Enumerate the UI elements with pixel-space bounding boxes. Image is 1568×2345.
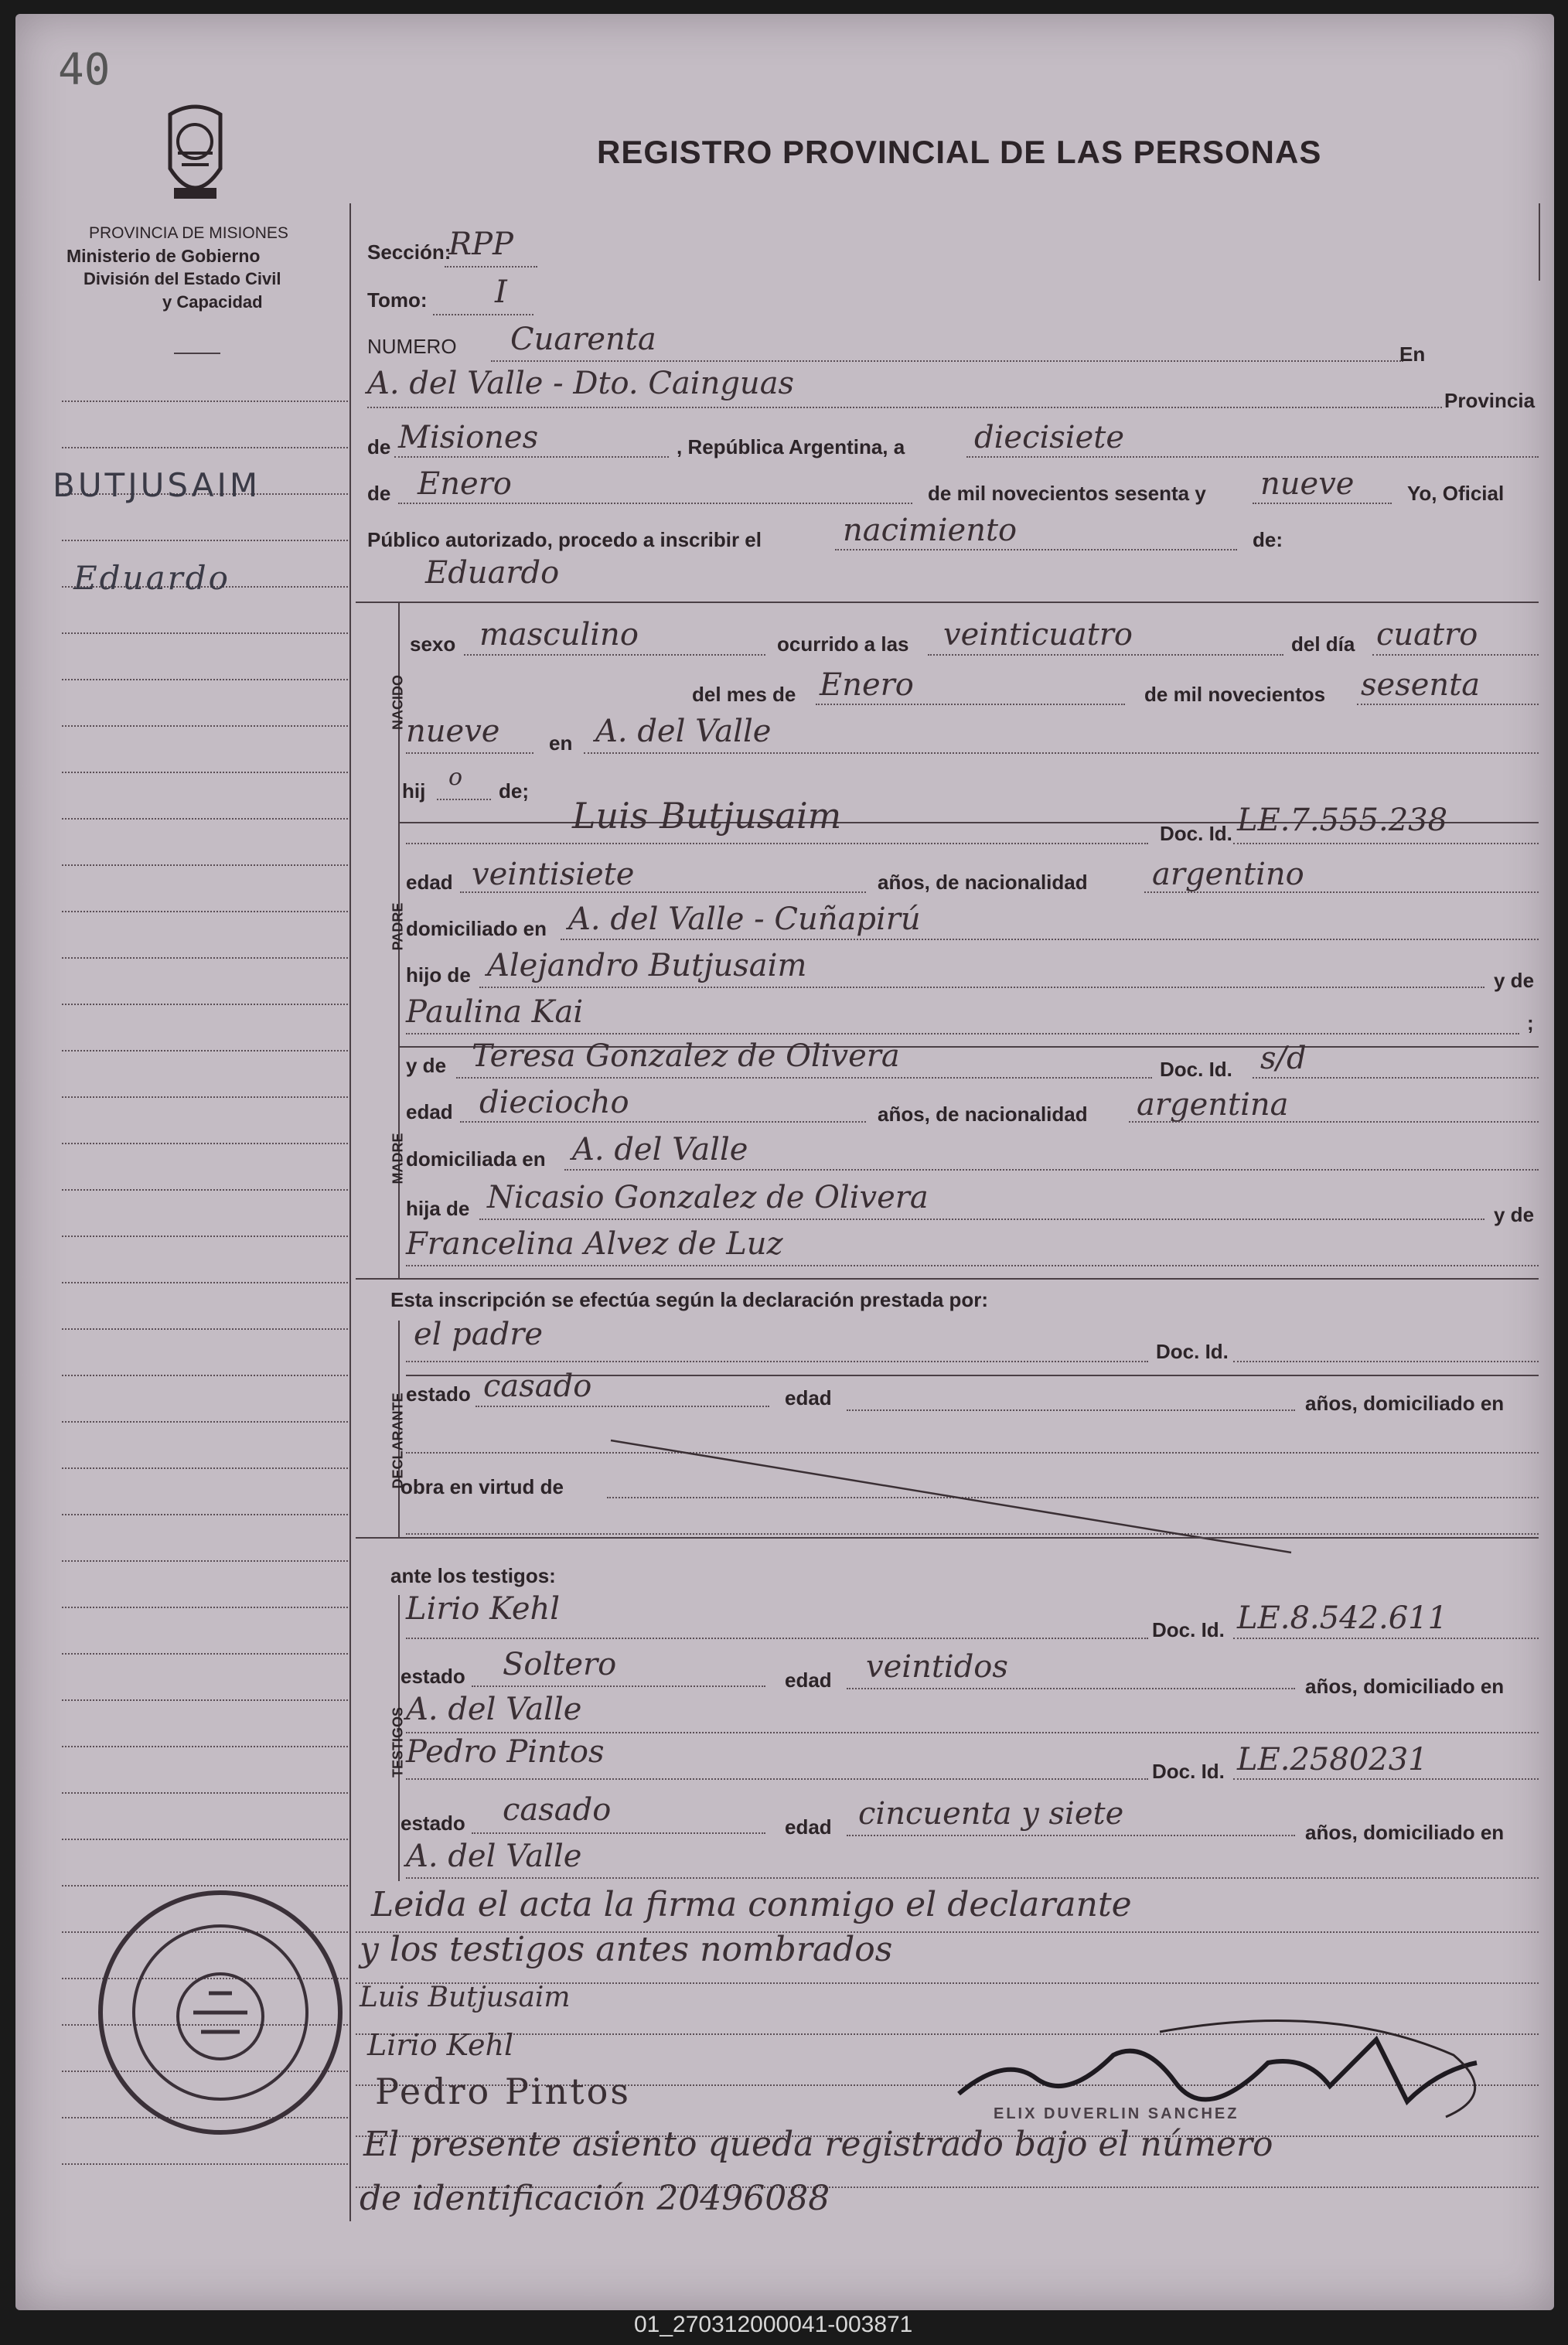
register-page [15,14,1554,2310]
madre-dom-label: domiciliada en [406,1147,546,1171]
closing-line-2: y los testigos antes nombrados [360,1930,893,1969]
margin-rule [62,447,348,448]
declarante-estado-label: estado [406,1382,471,1406]
testigo2-edad: cincuenta y siete [858,1796,1124,1832]
de-semicolon-label: de; [499,779,529,803]
padre-madre-de: Paulina Kai [406,994,584,1030]
margin-rule [62,1282,348,1283]
org-line-4: y Capacidad [162,292,263,312]
testigos-intro: ante los testigos: [390,1564,556,1587]
declarante-doc-label: Doc. Id. [1156,1340,1229,1363]
publico-label: Público autorizado, procedo a inscribir el [367,528,762,551]
margin-rule [62,1050,348,1052]
margin-rule [62,725,348,727]
margin-rule [62,679,348,680]
margin-rule [62,1746,348,1747]
officer-stamp: ELIX DUVERLIN SANCHEZ [994,2105,1239,2122]
margin-rule [62,1096,348,1098]
padre-edad-label: edad [406,871,453,894]
madre-hija-label: hija de [406,1197,470,1220]
margin-rule [62,818,348,820]
testigo1-doc-label: Doc. Id. [1152,1618,1225,1641]
sexo-label: sexo [410,632,456,656]
footer-file-id: 01_270312000041-003871 [634,2312,913,2337]
margin-rule [62,1236,348,1237]
testigo1-anios-label: años, domiciliado en [1305,1675,1505,1698]
padre-domicilio: A. del Valle - Cuñapirú [568,902,921,937]
testigo2-edad-label: edad [785,1815,832,1839]
official-seal [93,1885,348,2140]
margin-rule [62,1189,348,1191]
page-title: REGISTRO PROVINCIAL DE LAS PERSONAS [597,134,1322,170]
anio-nac-b: nueve [406,714,500,749]
testigo1-domicilio: A. del Valle [406,1692,582,1727]
numero-label: NUMERO [367,335,457,358]
margin-rule [62,632,348,634]
del-mes-label: del mes de [692,683,796,706]
testigo1-nombre: Lirio Kehl [406,1591,561,1627]
testigo1-estado: Soltero [503,1647,617,1682]
note-line-1: El presente asiento queda registrado bajo el número [363,2125,1273,2164]
padre-hijo-de: Alejandro Butjusaim [487,948,807,983]
madre-edad: dieciocho [479,1085,629,1120]
hora-value: veinticuatro [943,617,1133,653]
declarante-obra-label: obra en virtud de [401,1475,564,1498]
ocurrido-label: ocurrido a las [777,632,909,656]
madre-hija-de: Nicasio Gonzalez de Olivera [487,1180,929,1215]
margin-rule [62,1421,348,1423]
yo-oficial-label: Yo, Oficial [1407,482,1505,505]
testigo2-nombre: Pedro Pintos [406,1734,605,1770]
testigo1-estado-label: estado [401,1665,465,1688]
declarante-nombre: el padre [414,1317,544,1352]
margin-surname: BUTJUSAIM [53,466,261,504]
margin-rule [62,1375,348,1376]
declarante-edad-label: edad [785,1386,832,1409]
madre-nac-label: años, de nacionalidad [878,1103,1088,1126]
margin-rule [62,1328,348,1330]
margin-rule [62,957,348,959]
nombre-inscripto: Eduardo [425,555,560,591]
anio-nac-a: sesenta [1361,667,1481,703]
republica-label: , República Argentina, a [677,435,905,458]
testigo2-anios-label: años, domiciliado en [1305,1821,1505,1844]
margin-rule [62,911,348,912]
margin-rule [62,1467,348,1469]
padre-nombre: Luis Butjusaim [572,795,842,837]
margin-rule [62,1699,348,1701]
nacido-side-label: NACIDO [390,675,406,730]
madre-domicilio: A. del Valle [572,1132,748,1167]
madre-nombre: Teresa Gonzalez de Olivera [472,1038,900,1074]
org-line-2: Ministerio de Gobierno [66,246,261,266]
margin-rule [62,1653,348,1655]
margin-rule [62,1607,348,1608]
fecha-dia: diecisiete [974,420,1125,455]
margin-rule [62,1514,348,1515]
padre-doc-label: Doc. Id. [1160,822,1232,845]
margin-rule [62,864,348,866]
hij-suffix: o [448,764,463,791]
padre-edad: veintisiete [472,857,635,892]
padre-y-de-label: y de [1494,969,1535,992]
sexo-value: masculino [479,617,639,653]
acto-value: nacimiento [843,513,1017,548]
margin-rule [62,772,348,773]
padre-nac-label: años, de nacionalidad [878,871,1088,894]
signature-1: Luis Butjusaim [360,1982,571,2013]
madre-doc: s/d [1260,1041,1307,1076]
tomo-value: I [495,274,507,310]
testigos-side-label: TESTIGOS [390,1707,406,1778]
padre-side-label: PADRE [390,902,406,951]
tomo-label: Tomo: [367,288,428,312]
padre-semicolon: ; [1527,1011,1534,1034]
testigo2-domicilio: A. del Valle [406,1839,582,1874]
lugar-value: A. del Valle - Dto. Cainguas [367,366,795,401]
mil-label: de mil novecientos sesenta y [928,482,1206,505]
madre-edad-label: edad [406,1100,453,1123]
en-label: En [1399,343,1426,366]
declarante-estado: casado [483,1368,592,1404]
fecha-anio: nueve [1260,466,1355,502]
padre-dom-label: domiciliado en [406,917,547,940]
lugar-nac-value: A. del Valle [595,714,772,749]
testigo1-doc: LE.8.542.611 [1237,1600,1448,1636]
madre-nacionalidad: argentina [1137,1087,1289,1123]
madre-madre-de: Francelina Alvez de Luz [406,1226,783,1262]
numero-value: Cuarenta [510,322,656,357]
testigo2-doc: LE.2580231 [1237,1742,1428,1777]
seccion-label: Sección: [367,240,452,264]
margin-rule [62,1143,348,1144]
declaracion-intro: Esta inscripción se efectúa según la declaración prestada por: [390,1288,989,1311]
madre-y-de-label: y de [406,1054,447,1077]
padre-doc: LE.7.555.238 [1237,803,1448,838]
margin-rule [62,400,348,402]
dia-value: cuatro [1376,617,1478,653]
testigo2-estado-label: estado [401,1812,465,1835]
padre-nacionalidad: argentino [1152,857,1304,892]
testigo1-edad: veintidos [866,1649,1008,1685]
mes-nac-value: Enero [820,667,914,703]
org-line-1: PROVINCIA DE MISIONES [89,224,288,242]
seccion-value: RPP [448,227,513,262]
madre-y-de2-label: y de [1494,1203,1535,1226]
closing-line-1: Leida el acta la firma conmigo el declarante [371,1885,1132,1924]
testigo1-edad-label: edad [785,1668,832,1692]
de-colon-label: de: [1253,528,1283,551]
margin-rule [62,540,348,541]
testigo2-estado: casado [503,1792,612,1828]
coat-of-arms-icon [159,99,232,215]
declarante-anios-label: años, domiciliado en [1305,1392,1505,1415]
declarante-side-label: DECLARANTE [390,1392,406,1489]
note-line-2: de identificación 20496088 [360,2179,830,2218]
testigo2-doc-label: Doc. Id. [1152,1760,1225,1783]
en-nac-label: en [549,731,573,755]
signature-3: Pedro Pintos [375,2071,631,2112]
mil-nac-label: de mil novecientos [1144,683,1326,706]
hij-label: hij [402,779,426,803]
margin-rule [62,1792,348,1794]
signature-2: Lirio Kehl [367,2028,514,2062]
fecha-mes: Enero [418,466,512,502]
margin-rule [62,2163,348,2165]
madre-doc-label: Doc. Id. [1160,1058,1232,1081]
margin-given-name: Eduardo [73,559,230,597]
del-dia-label: del día [1291,632,1355,656]
de-label: de [367,435,391,458]
org-line-3: División del Estado Civil [84,269,281,288]
margin-rule [62,1839,348,1840]
page-number: 40 [58,45,111,95]
madre-side-label: MADRE [390,1133,406,1184]
de-label-2: de [367,482,391,505]
provincia-value: Misiones [398,420,539,455]
margin-rule [62,1004,348,1005]
padre-hijo-label: hijo de [406,963,471,987]
provincia-label: Provincia [1444,389,1536,412]
declarante-strike-line [603,1437,1299,1560]
margin-rule [62,1560,348,1562]
